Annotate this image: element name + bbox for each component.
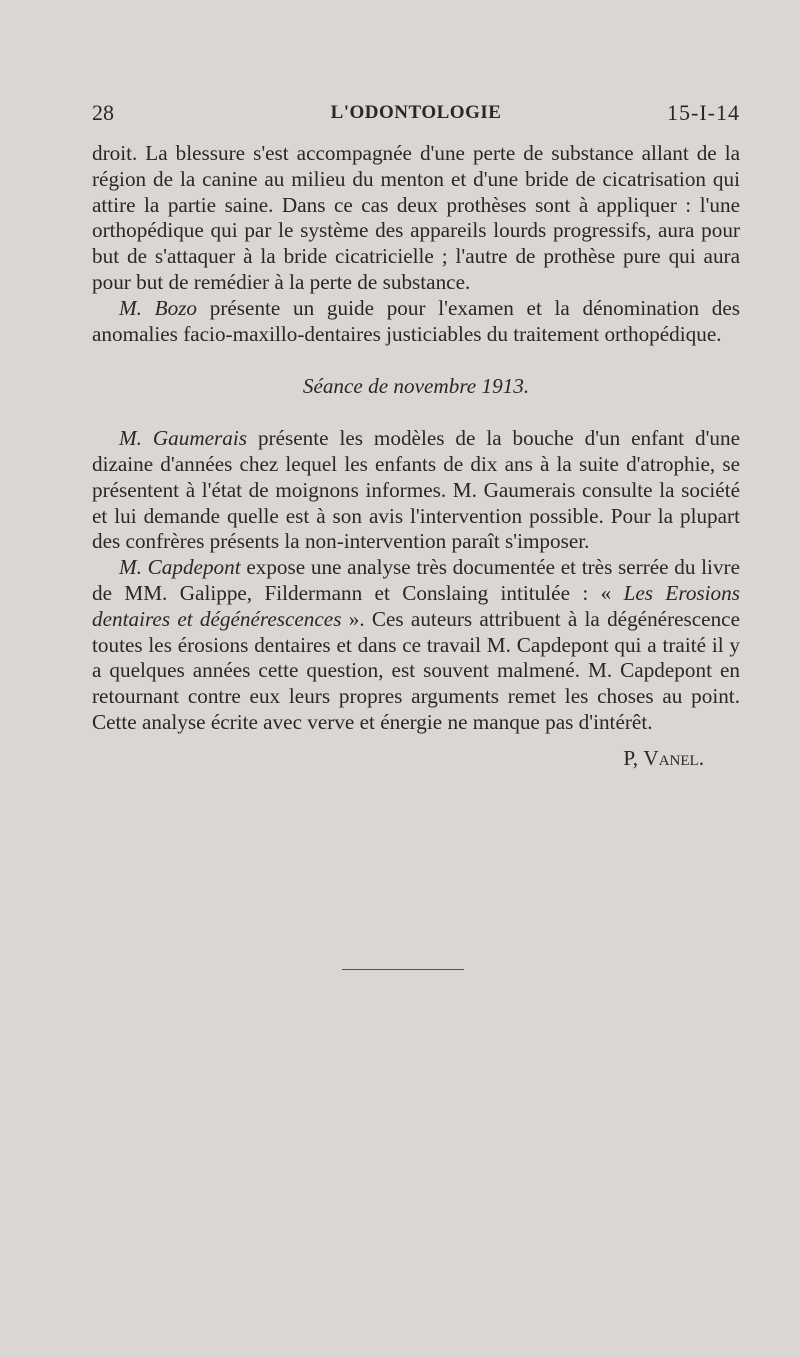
issue-date: 15-I-14 (667, 100, 740, 125)
paragraph-text: expose une analyse très documentée et très serrée du livre de MM. Galippe, Fildermann et Conslaing intitulée : « (92, 555, 741, 605)
section-heading (92, 374, 740, 400)
speaker-name: M. Bozo (119, 295, 198, 320)
speaker-name: M. Capdepont (119, 555, 241, 580)
paragraph-text: ». Ces auteurs attribuent à la dégénérescence toutes les érosions dentaires et dans ce travail M. Capdepont qui a traité il y a quelques années cette question, est souvent malmené. M. Capdepont en retournant contre eux leurs propres arguments remet les choses au point. Cette analyse écrite avec verve et énergie ne manque pas d'intérêt. (92, 606, 740, 734)
section-divider (342, 969, 464, 970)
journal-title: L'ODONTOLOGIE (330, 102, 502, 123)
section-heading-label: Séance de novembre (302, 374, 477, 399)
paragraph-continuation: droit. La blessure s'est accompagnée d'une perte de substance allant de la région de la canine au milieu du menton et d'une bride de cicatrisation qui attire la partie saine. Dans ce cas deux prothèses sont à appliquer : l'une orthopédique qui par le système des appareils lourds progressifs, aura pour but de s'attaquer à la bride cicatricielle ; l'autre de prothèse pure qui aura pour but de remédier à la perte de substance. (92, 141, 740, 294)
page-number: 28 (92, 100, 114, 125)
paragraph-text: présente les modèles de la bouche d'un enfant d'une dizaine d'années chez lequel les enfants de dix ans à la suite d'atrophie, se présentent à l'état de moignons informes. M. Gaumerais consulte la société et lui demande quelle est à son avis l'intervention possible. Pour la plupart des confrères présents la non-intervention paraît s'imposer. (92, 426, 740, 554)
paragraph-capdepont (92, 555, 740, 736)
section-heading-year: 1913. (476, 374, 530, 399)
speaker-name: M. Gaumerais (119, 426, 248, 451)
paragraph-bozo (92, 296, 740, 348)
paragraph-gaumerais (92, 426, 740, 555)
signature-initial: P, (623, 745, 644, 770)
book-title: Les Erosions dentaires et dégénérescences (92, 580, 740, 631)
running-header (92, 100, 740, 130)
signature-name: Vanel. (643, 745, 704, 770)
paragraph-text: présente un guide pour l'examen et la dénomination des anomalies facio-maxillo-dentaires justiciables du traitement orthopédique. (92, 295, 740, 346)
page-body (92, 141, 740, 772)
signature (92, 746, 740, 772)
